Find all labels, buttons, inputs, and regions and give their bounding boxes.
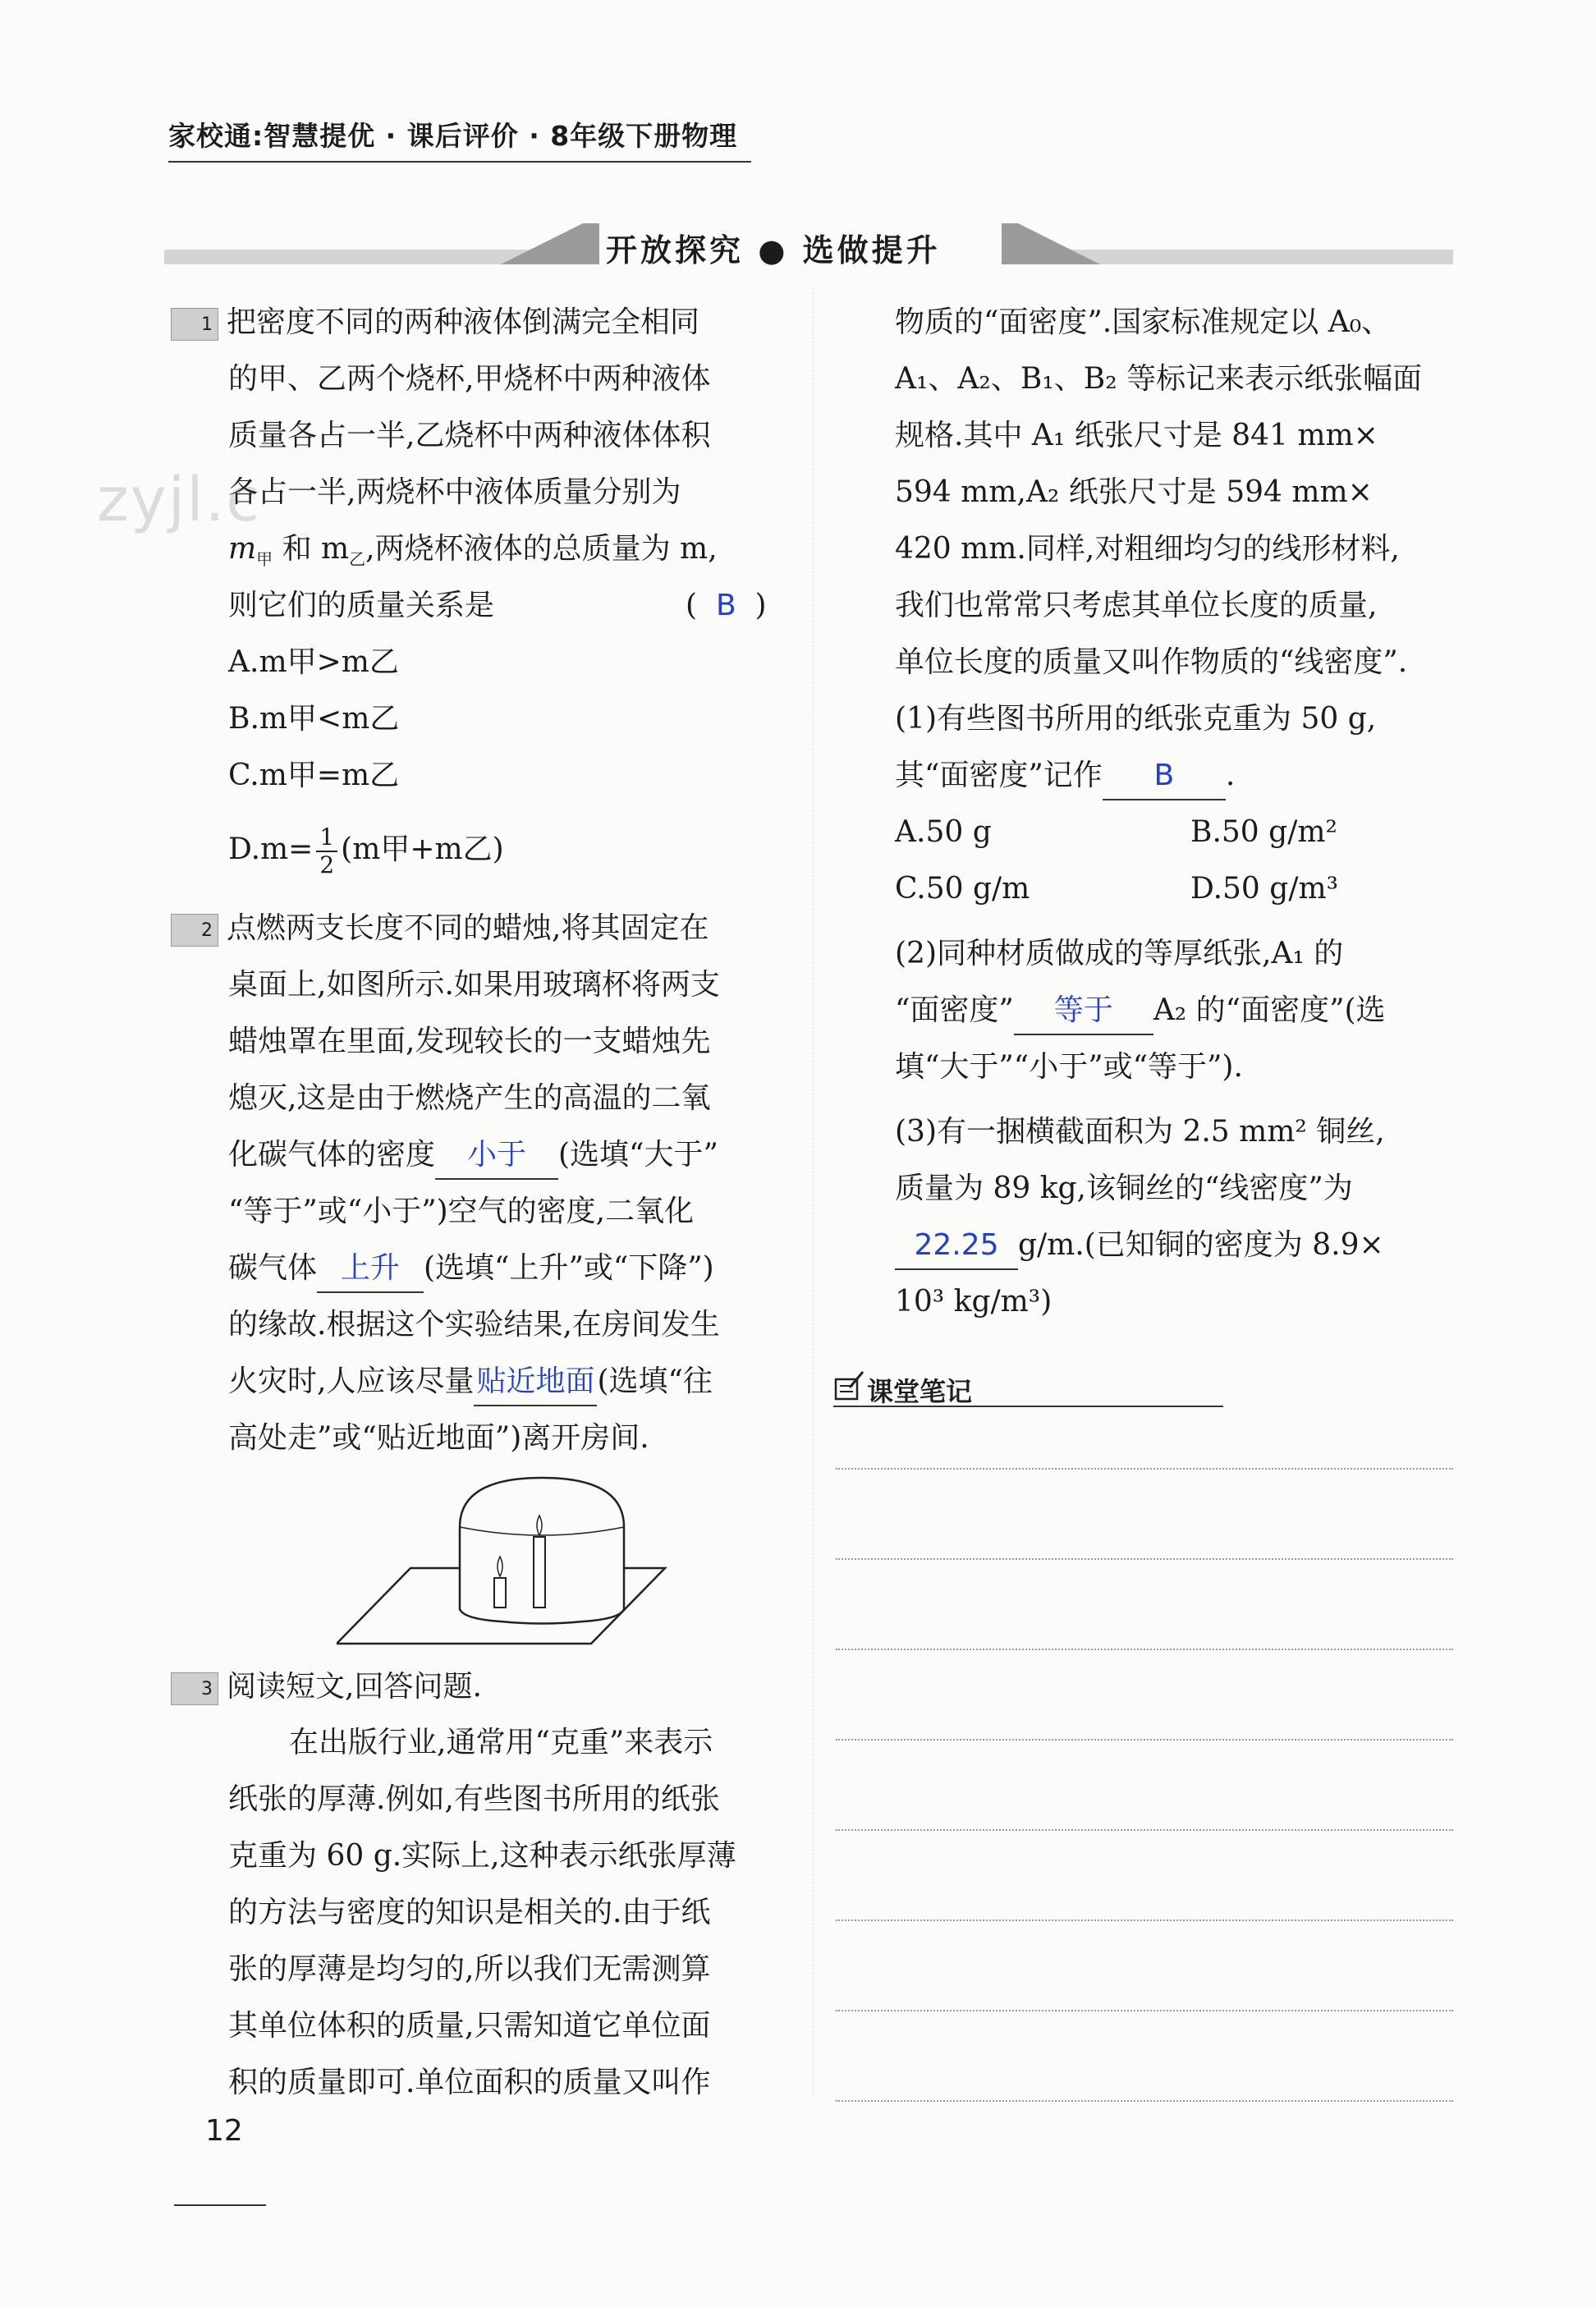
q2-line-5: 化碳气体的密度 小于 (选填“大于”: [228, 1126, 718, 1183]
note-line[interactable]: [836, 2010, 1453, 2011]
note-line[interactable]: [836, 1829, 1453, 1831]
note-line[interactable]: [836, 1919, 1453, 1921]
q3-para-3: 克重为 60 g.实际上,这种表示纸张厚薄: [228, 1839, 736, 1873]
q3-blank-1[interactable]: B: [1103, 756, 1226, 800]
q3-right-line-7: 单位长度的质量又叫作物质的“线密度”.: [895, 645, 1408, 679]
note-line[interactable]: [836, 1649, 1453, 1650]
page-number-underline: [174, 2204, 266, 2206]
q1-line-4: 各占一半,两烧杯中液体质量分别为: [228, 475, 681, 509]
q3-para-7: 积的质量即可.单位面积的质量又叫作: [228, 2066, 711, 2099]
note-line[interactable]: [836, 1468, 1453, 1470]
q2-line-7: 碳气体 上升 (选填“上升”或“下降”): [228, 1240, 714, 1296]
note-line[interactable]: [836, 2100, 1453, 2102]
q1-line-6: 则它们的质量关系是: [228, 589, 495, 622]
q2-line-1: 2 点燃两支长度不同的蜡烛,将其固定在: [171, 900, 709, 956]
q2-line-10: 高处走”或“贴近地面”)离开房间.: [228, 1421, 649, 1455]
header-underline: [168, 161, 751, 163]
q1-line-1: 1 把密度不同的两种液体倒满完全相同: [171, 294, 699, 351]
q3-sub-3-line-4: 10³ kg/m³): [895, 1285, 1053, 1319]
q3-right-line-3: 规格.其中 A₁ 纸张尺寸是 841 mm×: [895, 419, 1378, 452]
question-number-1: 1: [171, 308, 218, 341]
watermark: zyjl.c: [97, 465, 261, 535]
notes-title-underline: [833, 1406, 1223, 1407]
q3-option-c: C.50 g/m: [895, 872, 1030, 906]
question-number-3: 3: [171, 1672, 218, 1705]
q1-line-3: 质量各占一半,乙烧杯中两种液体体积: [228, 419, 711, 452]
q2-blank-3[interactable]: 贴近地面: [474, 1362, 597, 1406]
q1-option-a: A.m甲>m乙: [228, 645, 399, 679]
note-line[interactable]: [836, 1739, 1453, 1741]
q3-right-line-5: 420 mm.同样,对粗细均匀的线形材料,: [895, 532, 1400, 566]
q3-blank-2[interactable]: 等于: [1014, 991, 1153, 1035]
column-divider: [813, 287, 814, 2094]
pencil-note-icon: [833, 1369, 866, 1402]
q1-option-c: C.m甲=m乙: [228, 759, 400, 792]
q3-sub-1-line-1: (1)有些图书所用的纸张克重为 50 g,: [895, 702, 1377, 736]
q2-line-4: 熄灭,这是由于燃烧产生的高温的二氧: [228, 1081, 711, 1115]
q3-sub-3-line-1: (3)有一捆横截面积为 2.5 mm² 铜丝,: [895, 1115, 1385, 1149]
q3-sub-1-line-2: 其“面密度”记作 B .: [895, 747, 1235, 804]
q1-option-b: B.m甲<m乙: [228, 702, 400, 736]
q1-option-d: D.m= $\frac{1}{2}$ (m甲+m乙): [228, 823, 504, 878]
q1-line-5: $m_甲$ 和 $m_乙$,两烧杯液体的总质量为 m,: [228, 532, 718, 570]
section-title: 开放探究 ● 选做提升: [606, 232, 941, 268]
q3-sub-2-line-1: (2)同种材质做成的等厚纸张,A₁ 的: [895, 937, 1344, 970]
q3-sub-3-line-3: 22.25 g/m.(已知铜的密度为 8.9×: [895, 1217, 1384, 1273]
book-header: 家校通:智慧提优 · 课后评价 · 8年级下册物理: [168, 120, 738, 152]
q2-line-2: 桌面上,如图所示.如果用玻璃杯将两支: [228, 968, 720, 1002]
q3-sub-3-line-2: 质量为 89 kg,该铜丝的“线密度”为: [895, 1172, 1353, 1205]
q3-sub-2-line-2: “面密度” 等于 A₂ 的“面密度”(选: [895, 982, 1386, 1039]
notes-title: 课堂笔记: [867, 1376, 973, 1407]
q3-para-2: 纸张的厚薄.例如,有些图书所用的纸张: [228, 1782, 720, 1816]
q2-line-6: “等于”或“小于”)空气的密度,二氧化: [228, 1195, 695, 1228]
q2-blank-1[interactable]: 小于: [435, 1135, 558, 1180]
q1-answer-paren: ( B ): [686, 589, 767, 622]
candle-glass-figure: [337, 1470, 681, 1650]
q3-para-4: 的方法与密度的知识是相关的.由于纸: [228, 1896, 711, 1929]
q3-line-1: 3 阅读短文,回答问题.: [171, 1658, 482, 1715]
note-line[interactable]: [836, 1558, 1453, 1560]
q3-option-a: A.50 g: [895, 815, 992, 849]
q2-blank-2[interactable]: 上升: [317, 1249, 424, 1293]
q2-line-8: 的缘故.根据这个实验结果,在房间发生: [228, 1308, 720, 1342]
q2-line-3: 蜡烛罩在里面,发现较长的一支蜡烛先: [228, 1025, 711, 1058]
q3-para-6: 其单位体积的质量,只需知道它单位面: [228, 2009, 711, 2043]
q3-right-line-1: 物质的“面密度”.国家标准规定以 A₀、: [895, 305, 1392, 339]
q3-para-1: 在出版行业,通常用“克重”来表示: [289, 1726, 713, 1759]
q3-right-line-4: 594 mm,A₂ 纸张尺寸是 594 mm×: [895, 475, 1373, 509]
q1-line-2: 的甲、乙两个烧杯,甲烧杯中两种液体: [228, 362, 711, 396]
q3-right-line-6: 我们也常常只考虑其单位长度的质量,: [895, 589, 1378, 622]
question-number-2: 2: [171, 914, 218, 947]
q3-option-b: B.50 g/m²: [1190, 815, 1337, 849]
q3-para-5: 张的厚薄是均匀的,所以我们无需测算: [228, 1952, 711, 1986]
q3-right-line-2: A₁、A₂、B₁、B₂ 等标记来表示纸张幅面: [895, 362, 1423, 396]
q3-blank-3[interactable]: 22.25: [895, 1226, 1018, 1270]
q3-sub-2-line-3: 填“大于”“小于”或“等于”).: [895, 1050, 1243, 1084]
q2-line-9: 火灾时,人应该尽量贴近地面(选填“往: [228, 1353, 713, 1410]
q1-answer: B: [715, 589, 736, 622]
page-number: 12: [205, 2114, 243, 2148]
q3-option-d: D.50 g/m³: [1190, 872, 1339, 906]
